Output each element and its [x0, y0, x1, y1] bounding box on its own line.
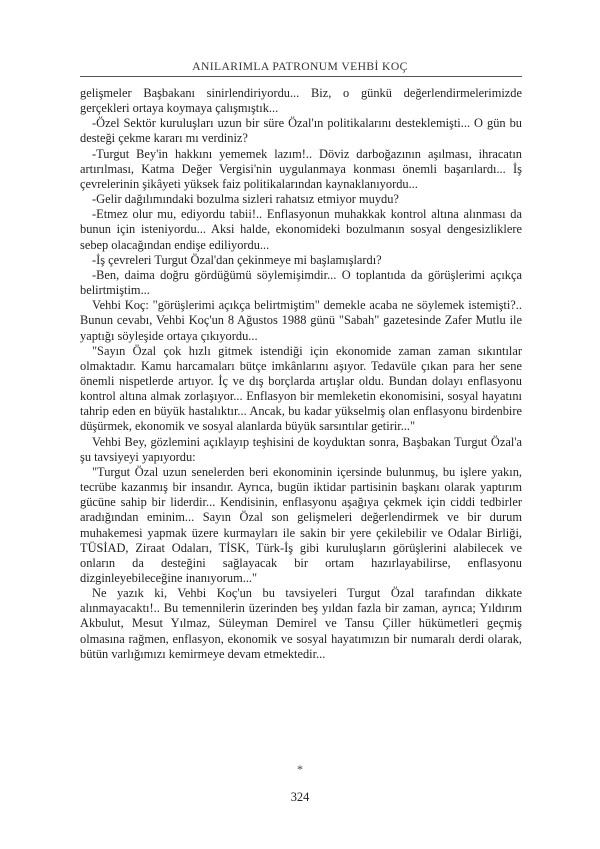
paragraph: Vehbi Bey, gözlemini açıklayıp teşhisini de koyduktan sonra, Başbakan Turgut Özal'a şu tavsiyeyi yapıyordu: [80, 434, 522, 464]
paragraph: "Sayın Özal çok hızlı gitmek istendiği için ekonomide zaman zaman sıkıntılar olmaktadır. Kamu harcamaları bütçe imkânlarını aşıyor. Tedavüle çıkan para her sene önemli nispetlerde artıyor. İç ve dış borçlarda artışlar oldu. Bundan dolayı enflasyonu kontrol altına almak zorlaşıyor... Enflasyon bir memleketin ekonomisini, sosyal hayatını tahrip eden en büyük hastalıktır... Ancak, bu kadar yükselmiş olan enflasyonu birdenbire düşürmek, ekonomik ve sosyal alanlarda büyük sarsıntılar getirir..." [80, 343, 522, 434]
paragraph: "Turgut Özal uzun senelerden beri ekonominin içersinde bulunmuş, bu işlere yakın, tecrübe kazanmış bir insandır. Ayrıca, bugün iktidar partisinin başkanı olarak yaptırım gücüne sahip bir liderdir... Kendisinin, enflasyonu aşağıya çekmek için ciddi tedbirler aradığından eminim... Sayın Özal son gelişmeleri değerlendirmek ve bir durum muhakemesi yapmak üzere kurmayları ile sakin bir yere çekilebilir ve Odalar Birliği, TÜSİAD, Ziraat Odaları, TİSK, Türk-İş gibi kuruluşların görüşlerini alabilecek ve onların da desteğini sağlayacak bir ortam hazırlayabilirse, enflasyonu dizginleyebileceğine inanıyorum..." [80, 464, 522, 585]
running-header: ANILARIMLA PATRONUM VEHBİ KOÇ [192, 60, 408, 73]
paragraph: Ne yazık ki, Vehbi Koç'un bu tavsiyeleri Turgut Özal tarafından dikkate alınmayacaktı!.. Bu temennilerin üzerinden beş yıldan fazla bir zaman, ayrıca; Yıldırım Akbulut, Mesut Yılmaz, Süleyman Demirel ve Tansu Çiller hükümetleri geçmiş olmasına rağmen, enflasyon, ekonomik ve sosyal hayatımızın bir numaralı derdi olarak, bütün varlığımızı kemirmeye devam etmektedir... [80, 586, 522, 661]
page-number: 324 [290, 790, 310, 804]
paragraph: -İş çevreleri Turgut Özal'dan çekinmeye mi başlamışlardı? [92, 252, 382, 267]
body-text [80, 86, 522, 662]
paragraph: Vehbi Koç: "görüşlerimi açıkça belirtmiştim" demekle acaba ne söylemek istemişti?.. Bunun cevabı, Vehbi Koç'un 8 Ağustos 1988 günü "Sabah" gazetesinde Zafer Mutlu ile yaptığı söyleşide ortaya çıkıyordu... [80, 298, 522, 343]
paragraph: -Gelir dağılımındaki bozulma sizleri rahatsız etmiyor muydu? [92, 192, 399, 207]
section-ornament: * [297, 762, 303, 776]
paragraph: gelişmeler Başbakanı sinirlendiriyordu... Biz, o günkü değerlendirmelerimizde gerçekleri ortaya koymaya çalışmıştık... [80, 86, 522, 116]
header-rule [80, 76, 522, 77]
paragraph: -Ben, daima doğru gördüğümü söylemişimdir... O toplantıda da görüşlerimi açıkça belirtmiştim... [80, 267, 522, 298]
paragraph: -Özel Sektör kuruluşları uzun bir süre Özal'ın politikalarını desteklemişti... O gün bu desteği çekme kararı mı verdiniz? [80, 116, 522, 146]
paragraph: -Etmez olur mu, ediyordu tabii!.. Enflasyonun muhakkak kontrol altına alınması da bunun için isteniyordu... Aksi halde, ekonomideki bozulmanın sosyal dengesizliklere sebep olacağından endişe ediliyordu... [80, 207, 522, 252]
paragraph: -Turgut Bey'in hakkını yememek lazım!.. Döviz darboğazının aşılması, ihracatın artırılması, Katma Değer Vergisi'nin uygulanmaya konması önemli başarılardı... İş çevrelerinin şikâyeti yüksek faiz politikalarından kaynaklanıyordu... [80, 146, 522, 191]
